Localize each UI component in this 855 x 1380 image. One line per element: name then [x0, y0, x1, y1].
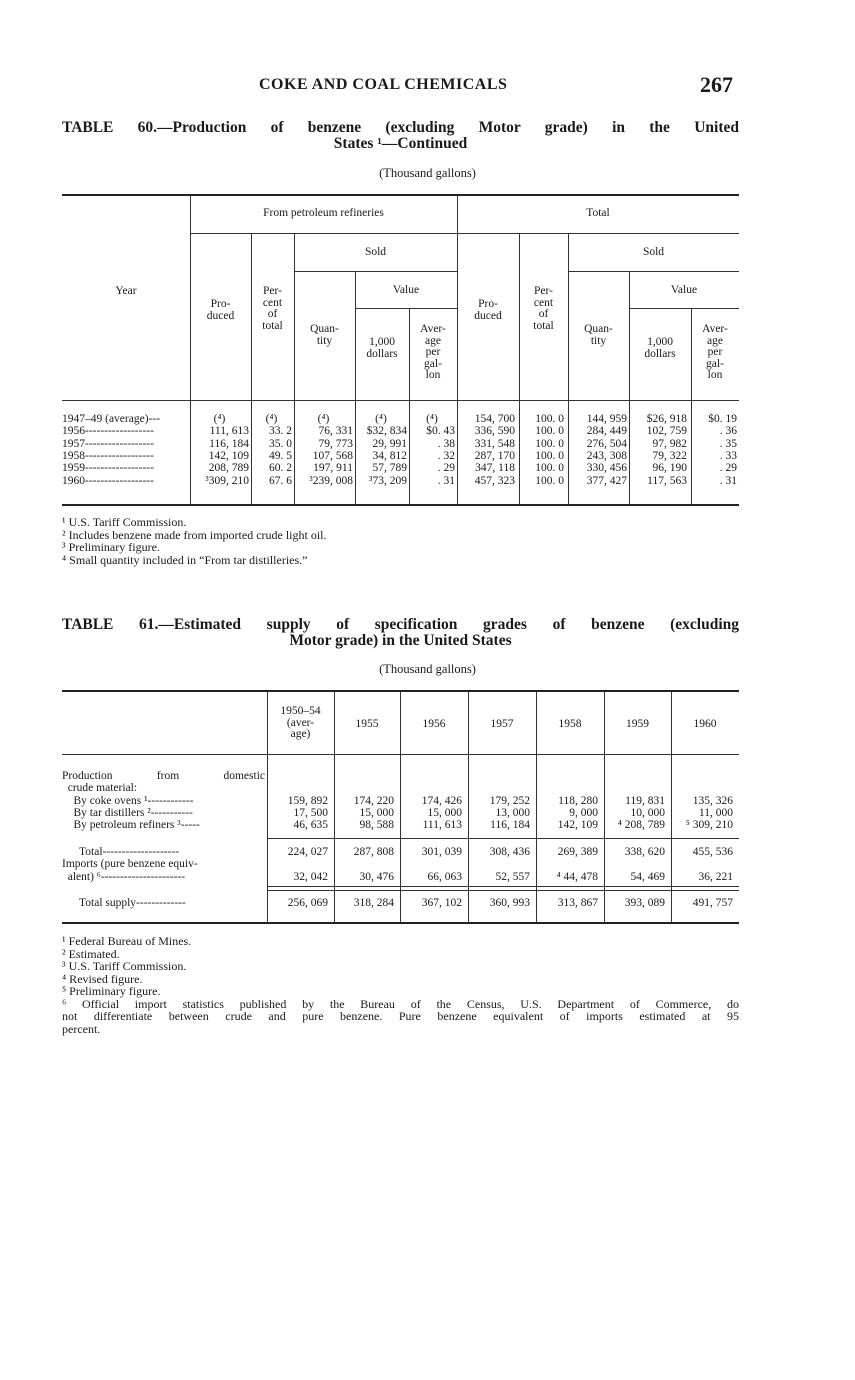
table-cell: 13, 000 — [495, 807, 530, 819]
footnote: percent. — [62, 1021, 101, 1036]
column-header: 1950–54 (aver- age) — [280, 705, 321, 740]
table-cell: 208, 789 — [208, 462, 249, 475]
table-cell: 118, 280 — [558, 795, 598, 807]
table-cell: 33. 2 — [269, 425, 292, 438]
table-cell: 301, 039 — [421, 846, 462, 858]
footnote: ¹ Federal Bureau of Mines. — [62, 934, 192, 948]
footnote: ² Includes benzene made from imported crude light oil. — [62, 527, 327, 542]
table-cell: 29, 991 — [372, 437, 407, 450]
table-cell: ⁴ 44, 478 — [556, 871, 598, 883]
footnote: ³ Preliminary figure. — [62, 540, 160, 554]
table-60-footnotes — [62, 516, 327, 566]
table-cell: 60. 2 — [269, 462, 292, 475]
table-cell: 142, 109 — [557, 819, 598, 831]
table-cell: 135, 326 — [692, 795, 733, 807]
table-cell: 100. 0 — [535, 425, 564, 438]
table-cell: . 33 — [719, 449, 737, 462]
table-cell: . 36 — [719, 425, 737, 438]
table-cell: 197, 911 — [313, 462, 353, 475]
table-cell: ³239, 008 — [309, 474, 353, 487]
table-61-title-line2: Motor grade) in the United States — [289, 632, 512, 649]
table-cell: ³73, 209 — [369, 474, 407, 487]
running-head-title: COKE AND COAL CHEMICALS — [259, 76, 508, 93]
table-61 — [62, 690, 739, 925]
table-cell: . 38 — [437, 437, 455, 450]
running-head — [0, 74, 855, 100]
table-60 — [62, 194, 739, 506]
table-cell: 338, 620 — [624, 846, 665, 858]
column-header: 1957 — [490, 718, 514, 730]
table-cell: 52, 557 — [495, 871, 530, 883]
header-total: Total — [586, 207, 610, 219]
table-cell: (⁴) — [213, 413, 226, 425]
table-cell: 360, 993 — [489, 897, 530, 909]
table-cell: 97, 982 — [652, 437, 687, 450]
table-cell: (⁴) — [375, 413, 387, 425]
header-dollars-petroleum: 1,000 dollars — [366, 336, 398, 360]
table-60-unit: (Thousand gallons) — [379, 166, 476, 180]
table-cell: 79, 322 — [652, 449, 687, 462]
table-cell: 119, 831 — [625, 795, 665, 807]
header-quantity-total: Quan- tity — [584, 323, 613, 347]
footnote: ³ U.S. Tariff Commission. — [62, 959, 187, 973]
table-cell: 49. 5 — [269, 449, 292, 462]
header-value-petroleum: Value — [392, 284, 420, 296]
table-cell: $32, 834 — [366, 425, 407, 438]
table-cell: 224, 027 — [287, 846, 328, 858]
row-tar-distillers-label: By tar distillers ²----------- — [62, 807, 193, 819]
table-cell: 79, 773 — [318, 437, 353, 450]
table-cell: 76, 331 — [318, 425, 353, 438]
table-cell: ⁵ 309, 210 — [685, 819, 733, 831]
table-cell: 117, 563 — [647, 474, 687, 487]
row-year: 1960------------------ — [62, 474, 154, 487]
table-cell: 102, 759 — [646, 425, 687, 438]
page-number: 267 — [700, 72, 733, 97]
footnote: ² Estimated. — [62, 946, 120, 961]
table-cell: 347, 118 — [475, 462, 515, 475]
header-percent-total: Per- cent of total — [533, 285, 554, 332]
table-cell: 100. 0 — [535, 413, 564, 425]
table-cell: 54, 469 — [630, 871, 665, 883]
table-cell: 287, 170 — [474, 449, 515, 462]
table-cell: 318, 284 — [353, 897, 394, 909]
table-cell: . 35 — [719, 437, 737, 450]
table-cell: 46, 635 — [293, 819, 328, 831]
table-cell: 17, 500 — [293, 807, 328, 819]
table-cell: 243, 308 — [586, 449, 627, 462]
table-cell: 284, 449 — [586, 425, 627, 438]
table-cell: 455, 536 — [692, 846, 733, 858]
row-coke-ovens-label: By coke ovens ¹------------ — [62, 795, 194, 807]
table-cell: $26, 918 — [646, 413, 687, 425]
table-cell: 10, 000 — [630, 807, 665, 819]
column-header: 1958 — [558, 718, 582, 730]
table-cell: 308, 436 — [489, 846, 530, 858]
table-61-footnotes — [62, 935, 739, 1035]
table-60-title — [62, 120, 739, 152]
row-imports-label: Imports (pure benzene equiv- — [62, 858, 198, 870]
row-year: 1959------------------ — [62, 462, 154, 475]
table-cell: 336, 590 — [474, 425, 515, 438]
table-cell: 9, 000 — [569, 807, 598, 819]
table-cell: . 29 — [437, 462, 455, 475]
table-cell: 96, 190 — [652, 462, 687, 475]
table-cell: 367, 102 — [421, 897, 462, 909]
table-cell: ³309, 210 — [205, 474, 249, 487]
table-cell: 11, 000 — [698, 807, 733, 819]
row-production-label: Production from domestic — [62, 770, 265, 782]
table-cell: $0. 19 — [708, 413, 737, 425]
table-cell: (⁴) — [426, 413, 438, 425]
table-cell: 30, 476 — [359, 871, 394, 883]
table-cell: 35. 0 — [269, 437, 292, 450]
header-value-total: Value — [670, 284, 698, 296]
table-cell: 457, 323 — [474, 474, 515, 487]
header-percent-petroleum: Per- cent of total — [262, 285, 283, 332]
footnote: ⁵ Preliminary figure. — [62, 984, 161, 998]
table-cell: 57, 789 — [372, 462, 407, 475]
table-cell: 107, 568 — [312, 449, 353, 462]
row-total-label: Total-------------------- — [62, 846, 180, 858]
column-header: 1956 — [422, 718, 446, 730]
row-year: 1957------------------ — [62, 437, 154, 450]
table-cell: 377, 427 — [586, 474, 627, 487]
header-sold-total: Sold — [642, 246, 665, 258]
table-cell: 111, 613 — [422, 819, 462, 831]
row-total-supply-label: Total supply------------- — [62, 897, 186, 909]
table-cell: $0. 43 — [426, 425, 455, 438]
table-cell: 287, 808 — [353, 846, 394, 858]
table-cell: 34, 812 — [372, 449, 407, 462]
table-cell: 331, 548 — [474, 437, 515, 450]
table-cell: 100. 0 — [535, 437, 564, 450]
table-61-unit: (Thousand gallons) — [379, 662, 476, 676]
table-cell: . 29 — [719, 462, 737, 475]
table-cell: 32, 042 — [293, 871, 328, 883]
table-cell: 66, 063 — [427, 871, 462, 883]
table-cell: 174, 220 — [353, 795, 394, 807]
table-cell: 393, 089 — [624, 897, 665, 909]
table-cell: 111, 613 — [209, 425, 249, 438]
row-year: 1958------------------ — [62, 449, 154, 462]
table-cell: . 32 — [437, 449, 455, 462]
table-cell: 491, 757 — [692, 897, 733, 909]
table-cell: 144, 959 — [586, 413, 627, 425]
column-header: 1960 — [693, 718, 717, 730]
header-avg-petroleum: Aver- age per gal- lon — [420, 323, 446, 381]
footnote: not differentiate between crude and pure benzene. Pure benzene equivalent of imports estimated at 95 — [62, 1009, 739, 1023]
header-year: Year — [115, 285, 137, 297]
table-60-title-line1: TABLE 60.—Production of benzene (excluding Motor grade) in the United — [62, 119, 739, 136]
table-cell: . 31 — [719, 474, 737, 487]
table-61-title — [62, 617, 739, 649]
header-quantity-petroleum: Quan- tity — [310, 323, 339, 347]
header-produced-petroleum: Pro- duced — [206, 298, 235, 322]
footnote: ¹ U.S. Tariff Commission. — [62, 515, 187, 529]
column-header: 1955 — [355, 718, 379, 730]
table-cell: 269, 389 — [557, 846, 598, 858]
table-cell: 67. 6 — [269, 474, 292, 487]
table-cell: 142, 109 — [208, 449, 249, 462]
table-cell: 159, 892 — [287, 795, 328, 807]
table-cell: . 31 — [437, 474, 455, 487]
header-avg-total: Aver- age per gal- lon — [702, 323, 728, 381]
table-60-title-line2: States ¹—Continued — [333, 135, 468, 152]
table-cell: 330, 456 — [586, 462, 627, 475]
table-cell: 36, 221 — [698, 871, 733, 883]
table-cell: ⁴ 208, 789 — [617, 819, 665, 831]
footnote: ⁶ Official import statistics published by the Bureau of the Census, U.S. Department of Commerce, do — [62, 996, 739, 1011]
column-header: 1959 — [626, 718, 649, 730]
row-year: 1956------------------ — [62, 425, 154, 438]
table-cell: 174, 426 — [421, 795, 462, 807]
table-cell: 15, 000 — [427, 807, 462, 819]
row-petroleum-refiners-label: By petroleum refiners ³----- — [62, 819, 200, 831]
table-cell: 154, 700 — [474, 413, 515, 425]
table-cell: 98, 588 — [359, 819, 394, 831]
footnote: ⁴ Revised figure. — [62, 971, 143, 986]
table-cell: (⁴) — [265, 413, 278, 425]
table-cell: 313, 867 — [557, 897, 598, 909]
header-sold-petroleum: Sold — [364, 246, 387, 258]
table-cell: 179, 252 — [489, 795, 530, 807]
table-cell: 256, 069 — [287, 897, 328, 909]
table-cell: 100. 0 — [535, 474, 564, 487]
header-produced-total: Pro- duced — [474, 298, 502, 322]
table-cell: (⁴) — [317, 413, 330, 425]
table-cell: 276, 504 — [586, 437, 627, 450]
header-petroleum-refineries: From petroleum refineries — [263, 207, 384, 219]
row-imports-cont-label: alent) ⁶---------------------- — [62, 871, 186, 883]
table-cell: 116, 184 — [209, 437, 249, 450]
table-61-title-line1: TABLE 61.—Estimated supply of specification grades of benzene (excluding — [62, 616, 739, 633]
table-cell: 116, 184 — [490, 819, 530, 831]
row-year: 1947–49 (average)--- — [62, 413, 161, 425]
table-cell: 15, 000 — [359, 807, 394, 819]
footnote: ⁴ Small quantity included in “From tar distilleries.” — [62, 552, 308, 567]
table-cell: 100. 0 — [535, 462, 564, 475]
table-cell: 100. 0 — [535, 449, 564, 462]
header-dollars-total: 1,000 dollars — [644, 336, 676, 360]
row-crude-material-label: crude material: — [62, 782, 138, 794]
